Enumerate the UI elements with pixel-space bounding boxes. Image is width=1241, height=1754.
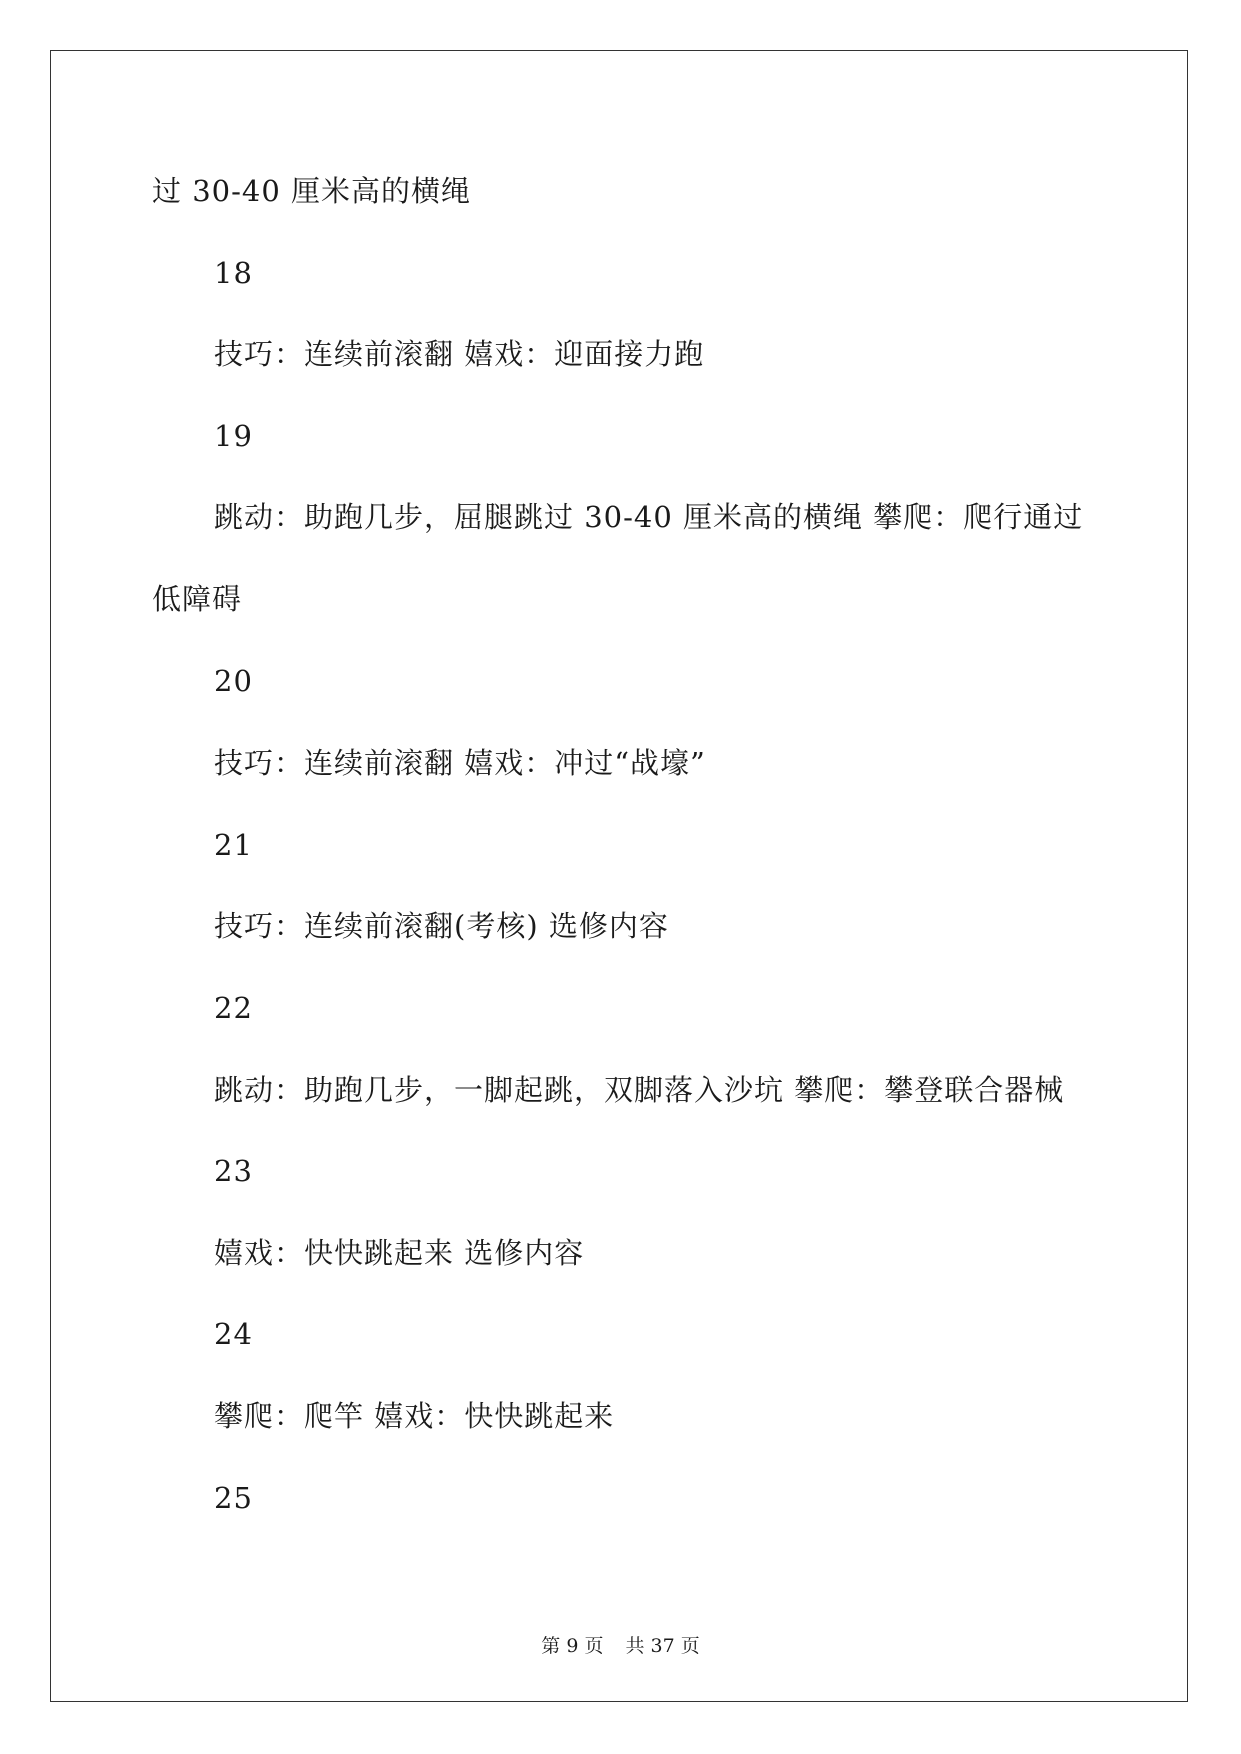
text-line: 嬉戏：快快跳起来 选修内容 — [214, 1236, 585, 1270]
text-line: 技巧：连续前滚翻 嬉戏：冲过“战壕” — [214, 746, 706, 780]
lesson-number: 20 — [214, 664, 253, 698]
page-footer — [0, 1634, 1241, 1658]
text-line: 跳动：助跑几步，一脚起跳，双脚落入沙坑 攀爬：攀登联合器械 — [214, 1073, 1065, 1107]
lesson-number: 25 — [214, 1481, 253, 1515]
text-line: 攀爬：爬竿 嬉戏：快快跳起来 — [214, 1399, 615, 1433]
lesson-number: 22 — [214, 991, 253, 1025]
page-number: 第 9 页 — [541, 1635, 604, 1657]
lesson-number: 19 — [214, 419, 253, 453]
lesson-number: 23 — [214, 1154, 253, 1188]
lesson-number: 24 — [214, 1317, 253, 1351]
text-line: 低障碍 — [152, 582, 243, 616]
page-border — [50, 50, 1188, 1702]
text-line: 过 30-40 厘米高的横绳 — [152, 174, 472, 208]
text-line: 技巧：连续前滚翻(考核) 选修内容 — [214, 909, 669, 943]
text-line: 技巧：连续前滚翻 嬉戏：迎面接力跑 — [214, 337, 705, 371]
lesson-number: 21 — [214, 828, 253, 862]
text-line: 跳动：助跑几步，屈腿跳过 30-40 厘米高的横绳 攀爬：爬行通过 — [214, 500, 1084, 534]
lesson-number: 18 — [214, 256, 253, 290]
page-total: 共 37 页 — [625, 1635, 700, 1657]
